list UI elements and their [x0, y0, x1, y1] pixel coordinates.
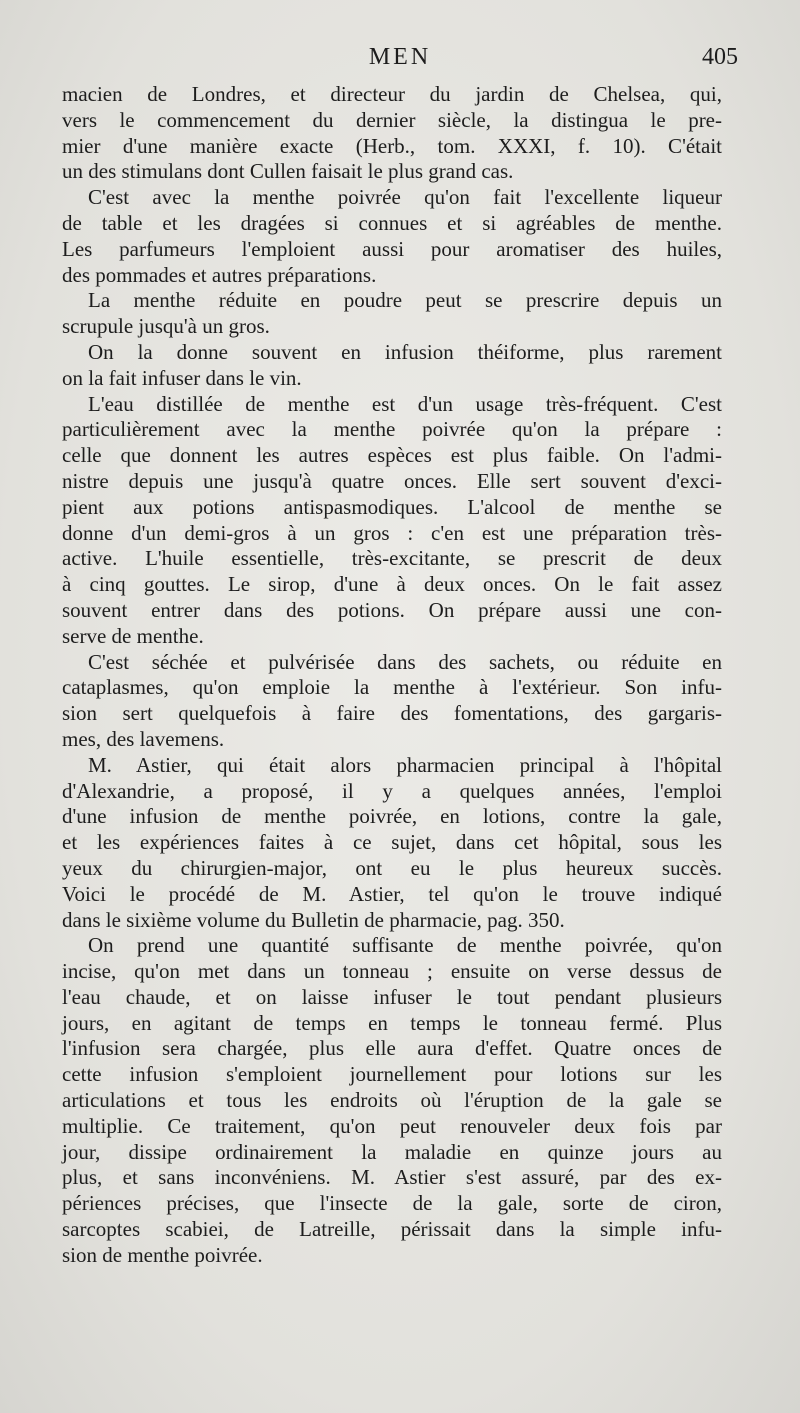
text-line: d'une infusion de menthe poivrée, en lotions, contre la gale, [62, 804, 722, 829]
body-text [62, 82, 722, 1269]
text-line: incise, qu'on met dans un tonneau ; ensuite on verse dessus de [62, 959, 722, 984]
text-line: active. L'huile essentielle, très-excitante, se prescrit de deux [62, 546, 722, 571]
text-line: l'infusion sera chargée, plus elle aura d'effet. Quatre onces de [62, 1036, 722, 1061]
text-line: On prend une quantité suffisante de menthe poivrée, qu'on [88, 933, 722, 958]
running-head [62, 44, 738, 74]
text-line: on la fait infuser dans le vin. [62, 365, 302, 390]
text-line: dans le sixième volume du Bulletin de pharmacie, pag. 350. [62, 907, 565, 932]
text-line: sion sert quelquefois à faire des fomentations, des gargaris- [62, 701, 722, 726]
text-line: M. Astier, qui était alors pharmacien principal à l'hôpital [88, 752, 722, 777]
text-line: périences précises, que l'insecte de la gale, sorte de ciron, [62, 1191, 722, 1216]
paragraph [62, 185, 722, 288]
text-line: à cinq gouttes. Le sirop, d'une à deux onces. On le fait assez [62, 572, 722, 597]
text-line: yeux du chirurgien-major, ont eu le plus heureux succès. [62, 855, 722, 880]
text-line: particulièrement avec la menthe poivrée qu'on la prépare : [62, 417, 722, 442]
paragraph [62, 650, 722, 753]
text-line: mier d'une manière exacte (Herb., tom. XXXI, f. 10). C'était [62, 133, 722, 158]
text-line: L'eau distillée de menthe est d'un usage très-fréquent. C'est [88, 391, 722, 416]
text-line: l'eau chaude, et on laisse infuser le tout pendant plusieurs [62, 984, 722, 1009]
text-line: macien de Londres, et directeur du jardin de Chelsea, qui, [62, 82, 722, 106]
text-line: et les expériences faites à ce sujet, dans cet hôpital, sous les [62, 830, 722, 855]
text-line: des pommades et autres préparations. [62, 262, 377, 287]
text-line: donne d'un demi-gros à un gros : c'en est une préparation très- [62, 520, 722, 545]
text-line: cataplasmes, qu'on emploie la menthe à l'extérieur. Son infu- [62, 675, 722, 700]
page-number: 405 [702, 44, 738, 70]
text-line: jours, en agitant de temps en temps le tonneau fermé. Plus [62, 1010, 722, 1035]
text-line: d'Alexandrie, a proposé, il y a quelques années, l'emploi [62, 778, 722, 803]
running-title: MEN [368, 44, 432, 70]
text-line: de table et les dragées si connues et si agréables de menthe. [62, 210, 722, 235]
text-line: jour, dissipe ordinairement la maladie en quinze jours au [62, 1139, 722, 1164]
paragraph [62, 933, 722, 1268]
text-line: Voici le procédé de M. Astier, tel qu'on le trouve indiqué [62, 881, 722, 906]
text-line: celle que donnent les autres espèces est plus faible. On l'admi- [62, 443, 722, 468]
text-line: multiplie. Ce traitement, qu'on peut renouveler deux fois par [62, 1113, 722, 1138]
text-line: un des stimulans dont Cullen faisait le plus grand cas. [62, 159, 514, 184]
paragraph [62, 82, 722, 185]
text-line: pient aux potions antispasmodiques. L'alcool de menthe se [62, 494, 722, 519]
text-line: cette infusion s'emploient journellement pour lotions sur les [62, 1062, 722, 1087]
paragraph [62, 288, 722, 340]
text-line: C'est avec la menthe poivrée qu'on fait l'excellente liqueur [88, 185, 722, 210]
text-line: nistre depuis une jusqu'à quatre onces. Elle sert souvent d'exci- [62, 468, 722, 493]
text-line: vers le commencement du dernier siècle, la distingua le pre- [62, 107, 722, 132]
paragraph [62, 753, 722, 934]
text-line: La menthe réduite en poudre peut se prescrire depuis un [88, 288, 722, 313]
text-line: souvent entrer dans des potions. On prépare aussi une con- [62, 597, 722, 622]
text-line: On la donne souvent en infusion théiforme, plus rarement [88, 339, 722, 364]
text-line: sarcoptes scabiei, de Latreille, périssait dans la simple infu- [62, 1217, 722, 1242]
text-line: scrupule jusqu'à un gros. [62, 314, 270, 339]
text-line: sion de menthe poivrée. [62, 1242, 263, 1267]
text-line: serve de menthe. [62, 623, 204, 648]
text-line: C'est séchée et pulvérisée dans des sachets, ou réduite en [88, 649, 722, 674]
text-line: Les parfumeurs l'emploient aussi pour aromatiser des huiles, [62, 236, 722, 261]
text-line: plus, et sans inconvéniens. M. Astier s'est assuré, par des ex- [62, 1165, 722, 1190]
text-line: articulations et tous les endroits où l'éruption de la gale se [62, 1088, 722, 1113]
paragraph [62, 340, 722, 392]
paragraph [62, 392, 722, 650]
text-line: mes, des lavemens. [62, 726, 225, 751]
